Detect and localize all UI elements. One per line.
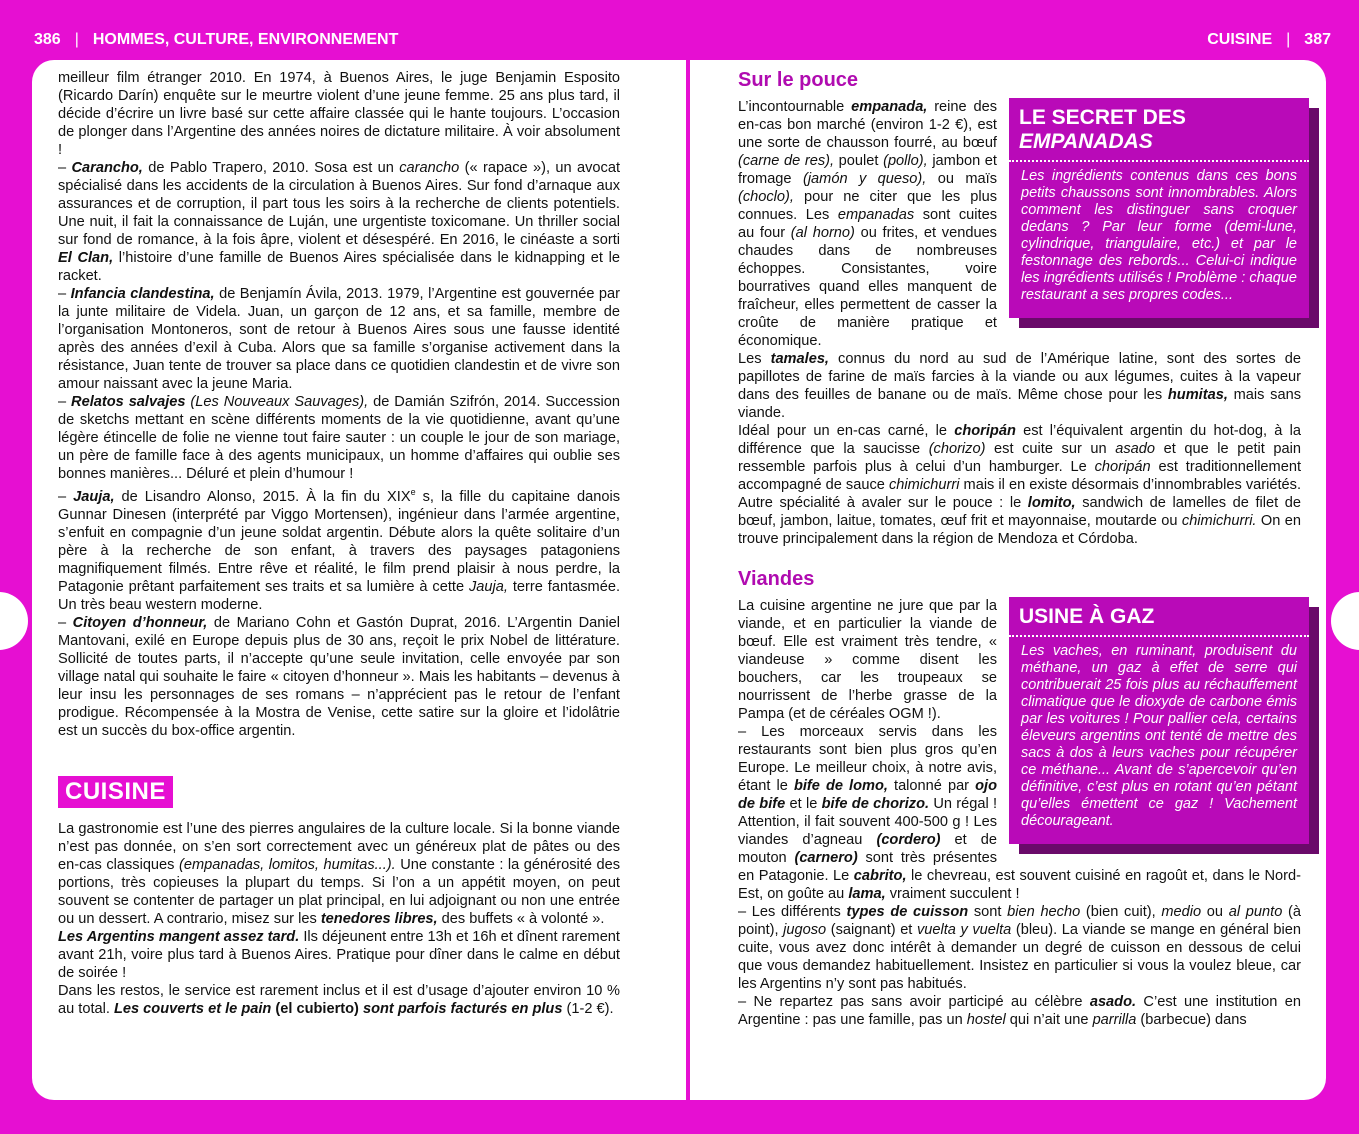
header-separator: | bbox=[1286, 31, 1291, 48]
film-citoyen: – Citoyen d’honneur, de Mariano Cohn et Gastón Duprat, 2016. L’Argentin Daniel Mantovani, exilé en Europe depuis plus de 30 ans, reçoit le prix Nobel de littérature. Sollicité de toutes parts, il n’accepte qu’une seule invitation, celle envoyée par son village natal qui souhaite le faire « citoyen d’honneur ». Mais les habitants – devenus à leur insu les personnages de ses romans – n’apprécient pas le retour de l’enfant prodigue. Récompensée à la Mostra de Venise, cette satire sur la gloire et l’idolâtrie est un succès du box-office argentin. bbox=[58, 614, 621, 739]
pouce-paragraph: Idéal pour un en-cas carné, le choripán est l’équivalent argentin du hot-dog, à la différence que la saucisse (chorizo) est cuite sur un asado et que le petit pain ressemble parfois plus à celui d’un hamburger. Le choripán est traditionnellement accompagné de sauce chimichurri mais il en existe désormais d’innombrables variétés. Autre spécialité à avaler sur le pouce : le lomito, sandwich de lamelles de filet de bœuf, jambon, laitue, tomates, œuf frit et mayonnaise, moutarde ou chimichurri. On en trouve principalement dans la région de Mendoza et Córdoba. bbox=[738, 423, 1302, 547]
box-title: LE SECRET DES EMPANADAS bbox=[1009, 98, 1309, 162]
sidebar-box-usine-a-gaz bbox=[1009, 597, 1309, 844]
pouce-paragraph: L’incontournable empanada, reine des en-cas bon marché (environ 1-2 €), est une sorte de chausson fourré, au bœuf (carne de res), poulet (pollo), jambon et fromage (jamón y queso), ou maïs (choclo), pour ne citer que les plus connues. Les empanadas sont cuites au four (al horno) ou frites, et vendues chaudes dans de nombreuses échoppes. Consistantes, voire bourratives quand elles manquent de fraîcheur, elles permettent de casser la croûte de manière pratique et économique. bbox=[738, 99, 998, 349]
header-right bbox=[1207, 31, 1331, 49]
right-section-title: CUISINE bbox=[1207, 31, 1273, 48]
right-page bbox=[690, 60, 1326, 1100]
viandes-paragraph: La cuisine argentine ne jure que par la viande, et en particulier la viande de bœuf. Elle est vraiment très tendre, « viandeuse » comme disent les bouchers, car les troupeaux se nourrissent de l’herbe grasse de la Pampa (et de céréales OGM !). bbox=[738, 598, 997, 722]
right-column bbox=[738, 69, 1301, 1029]
left-section-title: HOMMES, CULTURE, ENVIRONNEMENT bbox=[92, 31, 399, 48]
viandes-paragraph: – Ne repartez pas sans avoir participé au célèbre asado. C’est une institution en Argentine : pas une famille, pas un hostel qui n’ait une parrilla (barbecue) dans bbox=[738, 994, 1302, 1028]
viandes-paragraph: – Les morceaux servis dans les restaurants sont bien plus gros qu’en Europe. Le meilleur choix, à notre avis, étant le bife de lomo, talonné par ojo de bife et le bife de chorizo. Un régal ! Attention, il fait souvent 400-500 g ! Les viandes d’agneau (cordero) et de mouton (carnero) sont très présentes en Patagonie. Le cabrito, le chevreau, est souvent cuisiné en ragoût et, dans le Nord-Est, on goûte au lama, vraiment succulent ! bbox=[738, 724, 1301, 902]
film-carancho: – Carancho, de Pablo Trapero, 2010. Sosa est un carancho (« rapace »), un avocat spécialisé dans les accidents de la circulation à Buenos Aires. Sur fond d’arnaque aux assurances et de corruption, il part tous les soirs à la recherche de clients potentiels. Une nuit, il fait la connaissance de Luján, une urgentiste toxicomane. Un thriller social sur fond de romance, à la fois âpre, violent et désespéré. En 2016, le cinéaste a sorti El Clan, l’histoire d’une famille de Buenos Aires spécialisée dans le kidnapping et le racket. bbox=[58, 160, 621, 284]
cuisine-paragraph: Dans les restos, le service est rarement inclus et il est d’usage d’ajouter environ 10 % au total. Les couverts et le pain (el cubierto) sont parfois facturés en plus (1-2 €). bbox=[58, 982, 620, 1017]
box-text: Les ingrédients contenus dans ces bons petits chaussons sont innombrables. Alors comment les distinguer sans croquer dedans ? Par leur forme (demi-lune, cylindrique, triangulaire, etc.) et par le festonnage des rebords... Celui-ci indique les ingrédients utilisés ! Problème : chaque restaurant a ses propres codes... bbox=[1021, 168, 1297, 303]
cuisine-paragraph: La gastronomie est l’une des pierres angulaires de la culture locale. Si la bonne viande n’est pas donnée, on s’en sort correctement avec un généreux plat de pâtes ou des en-cas classiques (empanadas, lomitos, humitas...). Une constante : la générosité des portions, très copieuses la plupart du temps. Si l’on a un appétit moyen, on peut souvent se contenter de partager un plat principal, en lui adjoignant ou non une entrée ou un dessert. A contrario, misez sur les tenedores libres, des buffets « à volonté ». bbox=[58, 820, 621, 927]
film-paragraph: meilleur film étranger 2010. En 1974, à Buenos Aires, le juge Benjamin Esposito (Ricardo Darín) enquête sur le meurtre violent d’une jeune femme. 25 ans plus tard, il décide d’écrire un livre basé sur cette affaire classée qui le hante toujours. L’occasion de plonger dans l’Argentine des années noires de dictature militaire. À voir absolument ! bbox=[58, 70, 620, 158]
viandes-paragraph: – Les différents types de cuisson sont bien hecho (bien cuit), medio ou al punto (à point), jugoso (saignant) et vuelta y vuelta (bleu). La viande se mange en général bien cuite, vous avez donc intérêt à demander un degré de cuisson en dessous de celui que vous demandez habituellement. Insistez en particulier si vous la voulez bleue, car les Argentins n’y sont pas habitués. bbox=[738, 904, 1301, 992]
film-relatos: – Relatos salvajes (Les Nouveaux Sauvages), de Damián Szifrón, 2014. Succession de sketchs mettant en scène différents moments de la vie quotidienne, avant qu’une légère étincelle de folie ne vienne tout faire sauter : un couple le jour de son mariage, un père de famille face à des agents municipaux, un homme d’affaires qui oublie ses bonnes manières... Déluré et plein d’humour ! bbox=[58, 394, 620, 482]
left-page bbox=[32, 60, 686, 1100]
header-left bbox=[34, 31, 398, 49]
page-header bbox=[0, 0, 1359, 62]
page-edge-notch-left bbox=[0, 592, 28, 650]
section-title-viandes: Viandes bbox=[738, 568, 815, 590]
left-column bbox=[58, 69, 620, 1018]
page-edge-notch-right bbox=[1331, 592, 1359, 650]
pouce-paragraph: Les tamales, connus du nord au sud de l’Amérique latine, sont des sortes de papillotes de farine de maïs farcies à la viande ou aux légumes, cuites à la vapeur dans des feuilles de banane ou de maïs. Même chose pour les humitas, mais sans viande. bbox=[738, 351, 1302, 421]
section-title-sur-le-pouce: Sur le pouce bbox=[738, 69, 859, 91]
box-text: Les vaches, en ruminant, produisent du méthane, un gaz à effet de serre qui contribuerait 25 fois plus au réchauffement climatique que le dioxyde de carbone émis par les voitures ! Pour pallier cela, certains éleveurs argentins ont tenté de mettre des sacs à dos à leurs vaches pour récupérer ce méthane... Avant de s’apercevoir qu’en définitive, c’est plus en rotant qu’en pétant qu’elles émettent ce gaz ! Vachement décourageant. bbox=[1021, 643, 1297, 829]
right-page-number: 387 bbox=[1304, 31, 1331, 48]
sidebar-box-empanadas bbox=[1009, 98, 1309, 318]
left-page-number: 386 bbox=[34, 31, 61, 48]
header-separator: | bbox=[74, 31, 79, 48]
film-jauja: – Jauja, de Lisandro Alonso, 2015. À la fin du XIXe s, la fille du capitaine danois Gunnar Dinesen (interprété par Viggo Mortensen), ingénieur dans l’armée argentine, s’enfuit en compagnie d’un jeune soldat argentin. Débute alors la quête solitaire d’un père à la recherche de son enfant, à travers des paysages patagoniens magnifiquement filmés. Entre rêve et réalité, le film prend plaisir à nous perdre, la Patagonie prêtant parfaitement ses traits et sa lumière à cette Jauja, terre fantasmée. Un très beau western moderne. bbox=[58, 487, 621, 613]
film-infancia: – Infancia clandestina, de Benjamín Ávila, 2013. 1979, l’Argentine est gouvernée par la junte militaire de Videla. Juan, un garçon de 12 ans, et sa famille, membre de l’organisation Montoneros, sont de retour à Buenos Aires sous une fausse identité après des années d’exil à Cuba. Alors que sa famille s’organise activement dans la résistance, Juan tente de trouver sa place dans ce quotidien clandestin et de vivre son amour naissant avec la jeune Maria. bbox=[58, 286, 621, 392]
cuisine-paragraph: Les Argentins mangent assez tard. Ils déjeunent entre 13h et 16h et dînent rarement avant 21h, voire plus tard à Buenos Aires. Pratique pour dîner dans le calme en début de soirée ! bbox=[58, 928, 620, 981]
cuisine-section-tag: CUISINE bbox=[58, 776, 173, 808]
box-title: USINE À GAZ bbox=[1009, 597, 1309, 637]
